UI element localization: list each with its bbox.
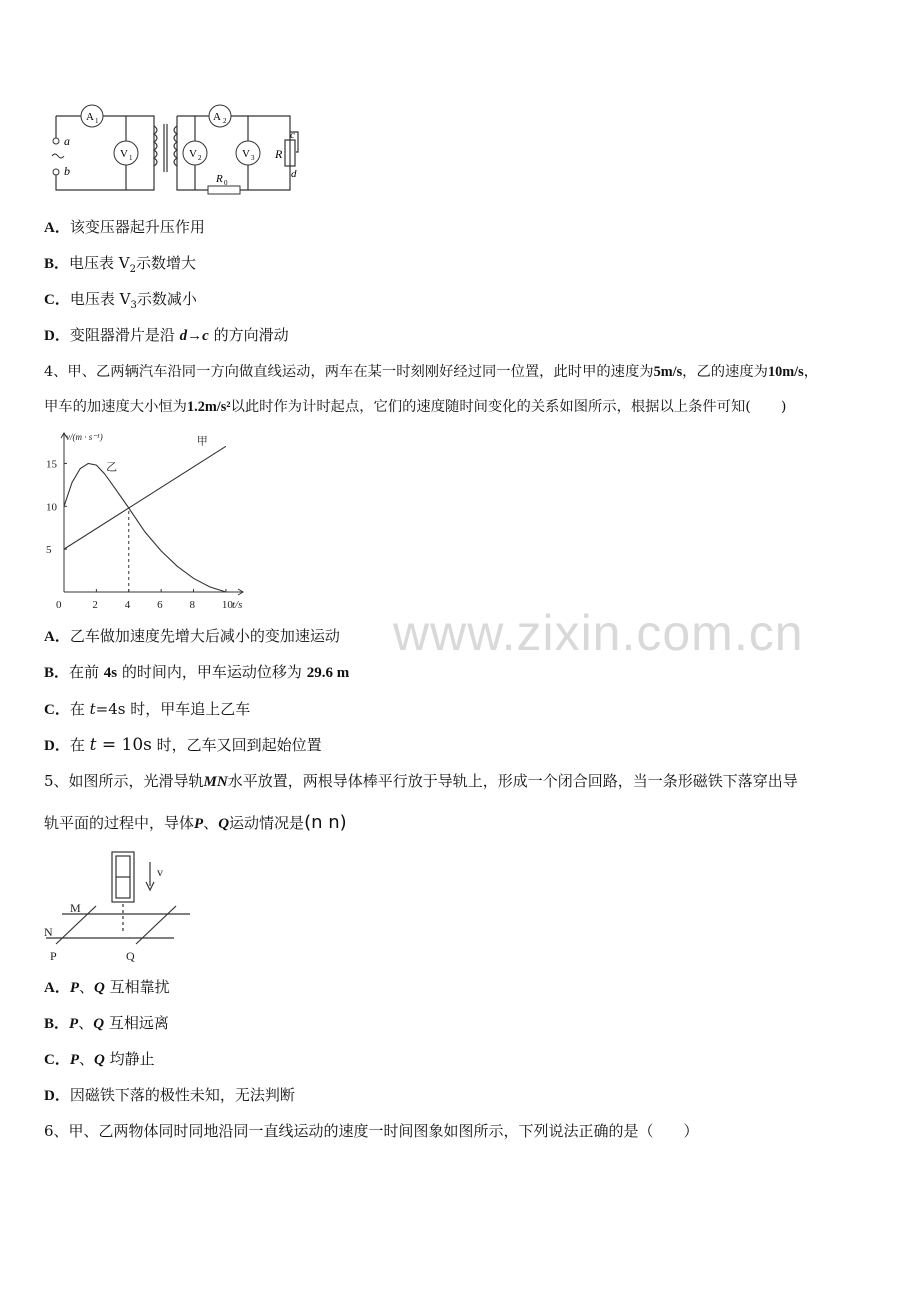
q4-option-c: C．在 t=4s 时，甲车追上乙车	[44, 700, 251, 718]
svg-text:V: V	[242, 148, 250, 160]
q3-option-b: B．电压表 $V_2$示数增大	[44, 254, 197, 275]
svg-text:A: A	[86, 111, 94, 123]
label-a: a	[64, 134, 70, 148]
y-axis-label: v/(m · s⁻¹)	[66, 432, 103, 442]
watermark: www.zixin.com.cn	[393, 605, 804, 661]
q4-stem-line1: 4、甲、乙两辆汽车沿同一方向做直线运动，两车在某一时刻刚好经过同一位置，此时甲的速度为5m/s，乙的速度为10m/s，	[44, 364, 818, 380]
q5-option-c: C．P、Q 均静止	[44, 1050, 155, 1068]
terminal-a	[53, 138, 59, 144]
x-tick-label: 2	[92, 599, 98, 611]
label-d: d	[291, 168, 297, 180]
q5-stem-line1: 5、如图所示，光滑导轨MN水平放置，两根导体棒平行放于导轨上，形成一个闭合回路，当一条形磁铁下落穿出导	[44, 772, 798, 790]
svg-text:2: 2	[223, 117, 227, 125]
series-label-jia: 甲	[196, 435, 208, 448]
label-b: b	[64, 164, 70, 178]
x-tick-label: 10	[221, 599, 233, 611]
q4-option-a: A．乙车做加速度先增大后减小的变加速运动	[44, 627, 340, 645]
svg-text:R: R	[216, 173, 223, 185]
svg-text:3: 3	[251, 154, 255, 162]
y-tick-label: 15	[46, 458, 57, 471]
svg-text:2: 2	[198, 154, 202, 162]
transformer-circuit-diagram	[40, 96, 310, 200]
x-tick-label: 6	[157, 599, 163, 611]
magnet-rails-diagram	[40, 846, 200, 968]
q4-option-b: B．在前 4s 的时间内，甲车运动位移为 29.6 m	[44, 663, 350, 681]
q4-option-d: D．在 t = 10s 时，乙车又回到起始位置	[44, 735, 322, 755]
x-tick-label: 4	[124, 599, 131, 611]
q5-option-b: B．P、Q 互相远离	[44, 1014, 169, 1032]
series-line-yi	[64, 463, 226, 592]
svg-text:1: 1	[95, 117, 99, 125]
q5-stem-line2: 轨平面的过程中，导体P、Q运动情况是(n n)	[44, 812, 347, 833]
label-n: N	[44, 925, 53, 939]
svg-text:0: 0	[224, 179, 228, 187]
label-q: Q	[126, 949, 135, 963]
x-tick-label: 0	[56, 599, 62, 611]
svg-text:V: V	[120, 148, 128, 160]
series-line-jia	[64, 446, 226, 549]
resistor-r0	[208, 186, 240, 194]
label-r: R	[275, 147, 283, 161]
q3-option-d: D．变阻器滑片是沿 d→c 的方向滑动	[44, 326, 289, 344]
svg-text:V: V	[189, 148, 197, 160]
y-tick-label: 5	[46, 544, 52, 557]
label-v: v	[157, 865, 163, 879]
label-c: c	[290, 129, 295, 141]
q4-stem-line2: 甲车的加速度大小恒为1.2m/s²以此时作为计时起点，它们的速度随时间变化的关系如图所示，根据以上条件可知( )	[44, 399, 787, 415]
q3-option-c: C．电压表 $V_3$示数减小	[44, 290, 197, 311]
q5-option-a: A．P、Q 互相靠扰	[44, 978, 170, 996]
series-label-yi: 乙	[106, 461, 118, 474]
terminal-b	[53, 169, 59, 175]
velocity-time-chart	[40, 432, 260, 612]
x-axis-label: t/s	[232, 599, 243, 611]
q3-option-a: A．该变压器起升压作用	[44, 218, 205, 236]
y-tick-label: 10	[46, 501, 57, 514]
label-m: M	[70, 901, 81, 915]
q6-stem: 6、甲、乙两物体同时同地沿同一直线运动的速度一时间图象如图所示，下列说法正确的是（ ）	[44, 1122, 699, 1140]
svg-text:A: A	[213, 111, 221, 123]
svg-text:1: 1	[129, 154, 133, 162]
x-tick-label: 8	[189, 599, 196, 611]
q5-option-d: D．因磁铁下落的极性未知，无法判断	[44, 1086, 295, 1104]
label-p: P	[50, 949, 57, 963]
